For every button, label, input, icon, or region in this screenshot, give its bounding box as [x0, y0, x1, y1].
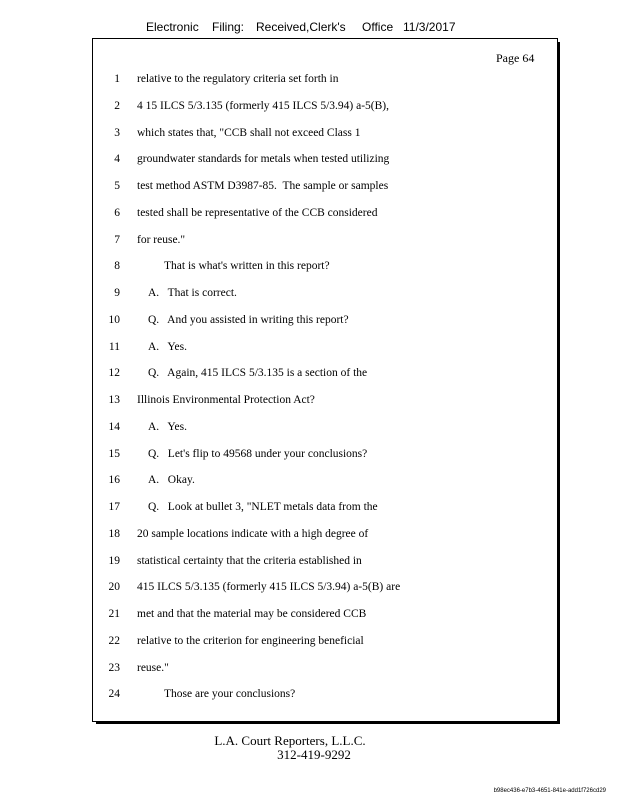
header-received: Received,Clerk's	[256, 20, 346, 34]
line-number: 5	[114, 180, 120, 192]
line-text: met and that the material may be considered CCB	[137, 608, 367, 620]
line-number: 16	[108, 474, 120, 486]
document-id: b98ec436-e7b3-4651-841e-add1f726cd29	[493, 788, 606, 794]
transcript-line	[0, 688, 618, 704]
transcript-line	[0, 474, 618, 490]
line-number: 21	[108, 608, 120, 620]
filing-header	[0, 20, 618, 36]
line-text: which states that, "CCB shall not exceed Class 1	[137, 127, 361, 139]
transcript-line	[0, 207, 618, 223]
line-number: 7	[114, 234, 120, 246]
line-number: 18	[108, 528, 120, 540]
transcript-line	[0, 662, 618, 678]
line-number: 20	[108, 581, 120, 593]
line-number: 1	[114, 73, 120, 85]
line-text: relative to the criterion for engineering beneficial	[137, 635, 364, 647]
line-text: 20 sample locations indicate with a high degree of	[137, 528, 369, 540]
transcript-line	[0, 234, 618, 250]
transcript-line	[0, 421, 618, 437]
transcript-line	[0, 127, 618, 143]
line-number: 8	[114, 260, 120, 272]
line-number: 6	[114, 207, 120, 219]
transcript-line	[0, 367, 618, 383]
line-number: 2	[114, 100, 120, 112]
header-electronic: Electronic	[146, 20, 199, 34]
transcript-line	[0, 153, 618, 169]
line-number: 13	[108, 394, 120, 406]
line-text: for reuse."	[137, 234, 186, 246]
transcript-line	[0, 180, 618, 196]
transcript-line	[0, 581, 618, 597]
line-text: Q. Let's flip to 49568 under your conclusions?	[148, 448, 368, 460]
transcript-line	[0, 635, 618, 651]
transcript-line	[0, 528, 618, 544]
line-text: relative to the regulatory criteria set forth in	[137, 73, 339, 85]
line-text: tested shall be representative of the CCB considered	[137, 207, 378, 219]
line-text: Q. And you assisted in writing this report?	[148, 314, 349, 326]
header-date: 11/3/2017	[403, 20, 456, 34]
line-text: test method ASTM D3987-85. The sample or samples	[137, 180, 389, 192]
line-number: 12	[108, 367, 120, 379]
line-number: 9	[114, 287, 120, 299]
line-number: 24	[108, 688, 120, 700]
line-text: A. Yes.	[148, 421, 187, 433]
line-text: A. That is correct.	[148, 287, 237, 299]
line-text: 4 15 ILCS 5/3.135 (formerly 415 ILCS 5/3.94) a-5(B),	[137, 100, 390, 112]
line-number: 19	[108, 555, 120, 567]
transcript-line	[0, 394, 618, 410]
header-office: Office	[362, 20, 394, 34]
line-text: A. Okay.	[148, 474, 195, 486]
transcript-line	[0, 341, 618, 357]
line-number: 22	[108, 635, 120, 647]
transcript-line	[0, 260, 618, 276]
transcript-line	[0, 314, 618, 330]
line-text: Those are your conclusions?	[164, 688, 296, 700]
transcript-line	[0, 448, 618, 464]
line-number: 10	[108, 314, 120, 326]
transcript-line	[0, 73, 618, 89]
line-text: reuse."	[137, 662, 169, 674]
reporter-firm: L.A. Court Reporters, L.L.C.	[214, 733, 366, 748]
line-text: groundwater standards for metals when tested utilizing	[137, 153, 390, 165]
header-filing: Filing:	[212, 20, 245, 34]
line-text: Q. Look at bullet 3, "NLET metals data from the	[148, 501, 378, 513]
line-number: 3	[114, 127, 120, 139]
line-text: Illinois Environmental Protection Act?	[137, 394, 315, 406]
reporter-phone: 312-419-9292	[277, 747, 351, 762]
page-shadow-bottom	[96, 722, 560, 724]
line-number: 4	[114, 153, 120, 165]
transcript-line	[0, 287, 618, 303]
transcript-line	[0, 100, 618, 116]
line-text: A. Yes.	[148, 341, 187, 353]
transcript-line	[0, 555, 618, 571]
line-text: 415 ILCS 5/3.135 (formerly 415 ILCS 5/3.94) a-5(B) are	[137, 581, 401, 593]
line-text: statistical certainty that the criteria established in	[137, 555, 362, 567]
line-number: 11	[108, 341, 120, 353]
line-number: 14	[108, 421, 120, 433]
transcript-line	[0, 608, 618, 624]
line-number: 23	[108, 662, 120, 674]
line-number: 15	[108, 448, 120, 460]
line-text: Q. Again, 415 ILCS 5/3.135 is a section of the	[148, 367, 368, 379]
line-number: 17	[108, 501, 120, 513]
page-number: Page 64	[496, 51, 535, 65]
line-text: That is what's written in this report?	[164, 260, 330, 272]
transcript-line	[0, 501, 618, 517]
